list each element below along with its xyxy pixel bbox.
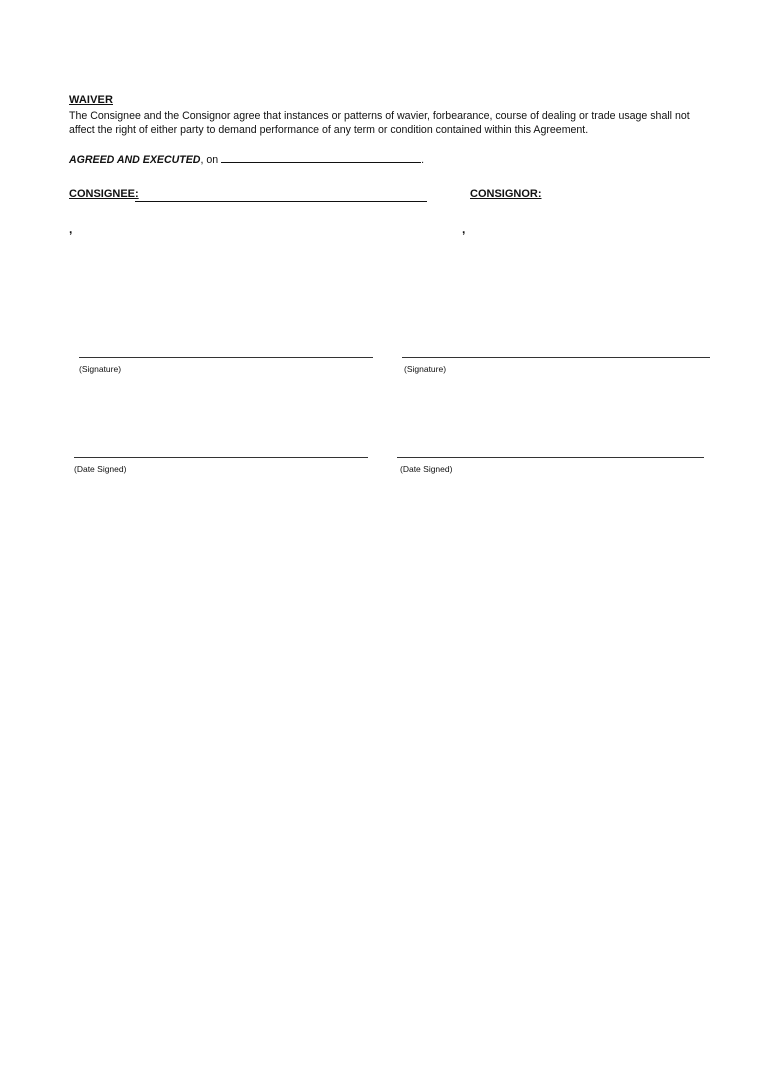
consignee-comma: ,	[69, 222, 73, 236]
agreed-executed-label: AGREED AND EXECUTED	[69, 154, 201, 166]
waiver-paragraph: The Consignee and the Consignor agree that instances or patterns of wavier, forbearance, course of dealing or trade usage shall not affect the right of either party to demand performance of any term or condition contained within this Agreement.	[69, 110, 690, 136]
consignee-signature-caption: (Signature)	[79, 364, 122, 374]
waiver-heading: WAIVER	[69, 94, 113, 106]
consignee-label: CONSIGNEE:	[69, 188, 139, 200]
consignee-name-line	[135, 201, 427, 202]
execution-date-blank	[221, 152, 421, 163]
consignee-signature-line	[79, 357, 373, 358]
agreed-period: .	[421, 154, 425, 166]
consignee-date-line	[74, 457, 368, 458]
consignor-label: CONSIGNOR:	[470, 188, 542, 200]
consignor-signature-caption: (Signature)	[404, 364, 447, 374]
consignor-signature-line	[402, 357, 710, 358]
agreed-executed-line	[69, 152, 424, 166]
agreed-on-text: , on	[200, 154, 219, 166]
consignee-date-caption: (Date Signed)	[74, 464, 127, 474]
consignor-date-caption: (Date Signed)	[400, 464, 453, 474]
consignor-date-line	[397, 457, 704, 458]
consignor-comma: ,	[462, 222, 466, 236]
